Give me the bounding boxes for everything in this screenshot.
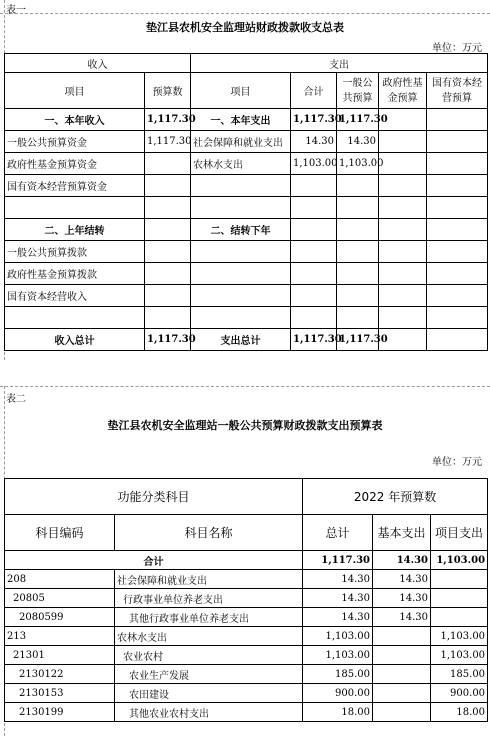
- col-item2: 项目: [191, 73, 291, 109]
- total-label: 合计: [5, 551, 303, 570]
- table1-row: [5, 241, 488, 263]
- row-project: 185.00: [431, 665, 488, 684]
- income-value: 1,117.30: [145, 329, 191, 351]
- income-value: 1,117.30: [145, 131, 191, 153]
- table2-tag: 表二: [6, 394, 26, 405]
- expense-stateowned: [427, 329, 488, 351]
- row-total: 14.30: [303, 589, 373, 608]
- table2-row: [5, 646, 488, 665]
- table1-tag: 表一: [6, 5, 26, 16]
- subject-name: 农林水支出: [115, 627, 303, 646]
- expense-general: 1,103.00: [337, 153, 379, 175]
- table2: [4, 478, 488, 722]
- expense-item: [191, 241, 291, 263]
- col-budget: 预算数: [145, 73, 191, 109]
- table1-row: [5, 109, 488, 131]
- table2-row: [5, 627, 488, 646]
- income-value: [145, 153, 191, 175]
- expense-general: 1,117.30: [337, 329, 379, 351]
- expense-general: [337, 307, 379, 329]
- expense-general: [337, 175, 379, 197]
- expense-stateowned: [427, 109, 488, 131]
- subject-name: 其他行政事业单位养老支出: [115, 608, 303, 627]
- subject-code: 2130153: [5, 684, 115, 703]
- row-total: 14.30: [303, 570, 373, 589]
- expense-total: [291, 219, 337, 241]
- row-project: [431, 570, 488, 589]
- expense-header: 支出: [191, 54, 488, 73]
- table1-row: [5, 263, 488, 285]
- row-project: 1,103.00: [431, 646, 488, 665]
- subject-code: 2080599: [5, 608, 115, 627]
- subject-name: 农业农村: [115, 646, 303, 665]
- income-value: [145, 219, 191, 241]
- expense-total: 1,103.00: [291, 153, 337, 175]
- income-value: [145, 285, 191, 307]
- table1-row: [5, 329, 488, 351]
- col-general: 一般公共预算: [337, 73, 379, 109]
- table2-row: [5, 665, 488, 684]
- expense-total: 14.30: [291, 131, 337, 153]
- row-project: 1,103.00: [431, 627, 488, 646]
- col-basic: 基本支出: [373, 515, 431, 551]
- expense-total: [291, 307, 337, 329]
- table1: [4, 53, 488, 351]
- expense-general: [337, 219, 379, 241]
- expense-fund: [379, 175, 427, 197]
- table1-unit: 单位：万元: [432, 43, 482, 54]
- row-basic: 14.30: [373, 589, 431, 608]
- expense-item: 二、结转下年: [191, 219, 291, 241]
- table2-row: [5, 684, 488, 703]
- expense-general: [337, 263, 379, 285]
- row-project: [431, 608, 488, 627]
- expense-fund: [379, 153, 427, 175]
- expense-fund: [379, 197, 427, 219]
- table2-row: [5, 608, 488, 627]
- row-total: 1,103.00: [303, 646, 373, 665]
- income-value: [145, 263, 191, 285]
- row-basic: [373, 627, 431, 646]
- expense-general: 14.30: [337, 131, 379, 153]
- row-project: 18.00: [431, 703, 488, 722]
- col-fund: 政府性基金预算: [379, 73, 427, 109]
- table2-row: [5, 570, 488, 589]
- income-item: 一般公共预算资金: [5, 131, 145, 153]
- row-basic: 14.30: [373, 570, 431, 589]
- expense-stateowned: [427, 263, 488, 285]
- income-header: 收入: [5, 54, 191, 73]
- subject-code: 21301: [5, 646, 115, 665]
- income-item: [5, 197, 145, 219]
- income-value: [145, 197, 191, 219]
- expense-total: [291, 285, 337, 307]
- expense-item: [191, 285, 291, 307]
- expense-stateowned: [427, 175, 488, 197]
- subject-code: 20805: [5, 589, 115, 608]
- row-total: 1,103.00: [303, 627, 373, 646]
- expense-stateowned: [427, 153, 488, 175]
- income-value: [145, 175, 191, 197]
- expense-total: [291, 197, 337, 219]
- total-basic: 14.30: [373, 551, 431, 570]
- income-item: 收入总计: [5, 329, 145, 351]
- col-total: 合计: [291, 73, 337, 109]
- income-item: 政府性基金预算资金: [5, 153, 145, 175]
- income-item: 国有资本经营预算资金: [5, 175, 145, 197]
- total-total: 1,117.30: [303, 551, 373, 570]
- income-item: 一、本年收入: [5, 109, 145, 131]
- year-budget-header: 2022 年预算数: [303, 479, 488, 515]
- table1-row: [5, 131, 488, 153]
- expense-total: [291, 175, 337, 197]
- row-total: 14.30: [303, 608, 373, 627]
- page-guide-middle: [0, 386, 490, 387]
- income-item: [5, 307, 145, 329]
- row-total: 900.00: [303, 684, 373, 703]
- col-code: 科目编码: [5, 515, 115, 551]
- col-name: 科目名称: [115, 515, 303, 551]
- subject-code: 2130122: [5, 665, 115, 684]
- income-item: 二、上年结转: [5, 219, 145, 241]
- expense-stateowned: [427, 241, 488, 263]
- row-total: 185.00: [303, 665, 373, 684]
- table1-row: [5, 197, 488, 219]
- subject-name: 社会保障和就业支出: [115, 570, 303, 589]
- table1-row: [5, 153, 488, 175]
- expense-total: [291, 241, 337, 263]
- expense-item: 社会保障和就业支出: [191, 131, 291, 153]
- expense-fund: [379, 285, 427, 307]
- col-item: 项目: [5, 73, 145, 109]
- total-project: 1,103.00: [431, 551, 488, 570]
- expense-fund: [379, 219, 427, 241]
- expense-stateowned: [427, 285, 488, 307]
- row-project: 900.00: [431, 684, 488, 703]
- page-guide-top: [0, 13, 490, 14]
- col-total2: 总计: [303, 515, 373, 551]
- subject-name: 其他农业农村支出: [115, 703, 303, 722]
- expense-item: [191, 263, 291, 285]
- income-value: [145, 307, 191, 329]
- expense-fund: [379, 241, 427, 263]
- table2-row: [5, 703, 488, 722]
- expense-fund: [379, 131, 427, 153]
- subject-code: 208: [5, 570, 115, 589]
- expense-fund: [379, 263, 427, 285]
- expense-general: [337, 285, 379, 307]
- expense-total: [291, 263, 337, 285]
- row-basic: [373, 646, 431, 665]
- subject-code: 213: [5, 627, 115, 646]
- income-value: [145, 241, 191, 263]
- row-basic: [373, 665, 431, 684]
- row-basic: [373, 703, 431, 722]
- subject-name: 行政事业单位养老支出: [115, 589, 303, 608]
- table2-row: [5, 589, 488, 608]
- expense-item: 一、本年支出: [191, 109, 291, 131]
- total-row: [5, 551, 488, 570]
- row-basic: [373, 684, 431, 703]
- table1-row: [5, 175, 488, 197]
- expense-item: 农林水支出: [191, 153, 291, 175]
- table1-row: [5, 285, 488, 307]
- expense-item: [191, 175, 291, 197]
- income-value: 1,117.30: [145, 109, 191, 131]
- table1-row: [5, 307, 488, 329]
- expense-item: 支出总计: [191, 329, 291, 351]
- expense-item: [191, 197, 291, 219]
- subject-name: 农田建设: [115, 684, 303, 703]
- table1-row: [5, 219, 488, 241]
- expense-fund: [379, 307, 427, 329]
- expense-stateowned: [427, 219, 488, 241]
- table2-title: 垫江县农机安全监理站一般公共预算财政拨款支出预算表: [107, 419, 383, 432]
- expense-stateowned: [427, 131, 488, 153]
- func-class-header: 功能分类科目: [5, 479, 303, 515]
- income-item: 国有资本经营收入: [5, 285, 145, 307]
- expense-general: [337, 197, 379, 219]
- row-project: [431, 589, 488, 608]
- expense-general: [337, 241, 379, 263]
- income-item: 一般公共预算拨款: [5, 241, 145, 263]
- expense-item: [191, 307, 291, 329]
- row-total: 18.00: [303, 703, 373, 722]
- income-item: 政府性基金预算拨款: [5, 263, 145, 285]
- col-project: 项目支出: [431, 515, 488, 551]
- expense-general: 1,117.30: [337, 109, 379, 131]
- expense-total: 1,117.30: [291, 109, 337, 131]
- expense-stateowned: [427, 307, 488, 329]
- row-basic: 14.30: [373, 608, 431, 627]
- subject-code: 2130199: [5, 703, 115, 722]
- col-stateowned: 国有资本经营预算: [427, 73, 488, 109]
- table2-unit: 单位：万元: [432, 457, 482, 468]
- subject-name: 农业生产发展: [115, 665, 303, 684]
- table1-title: 垫江县农机安全监理站财政拨款收支总表: [146, 21, 344, 34]
- expense-total: 1,117.30: [291, 329, 337, 351]
- expense-stateowned: [427, 197, 488, 219]
